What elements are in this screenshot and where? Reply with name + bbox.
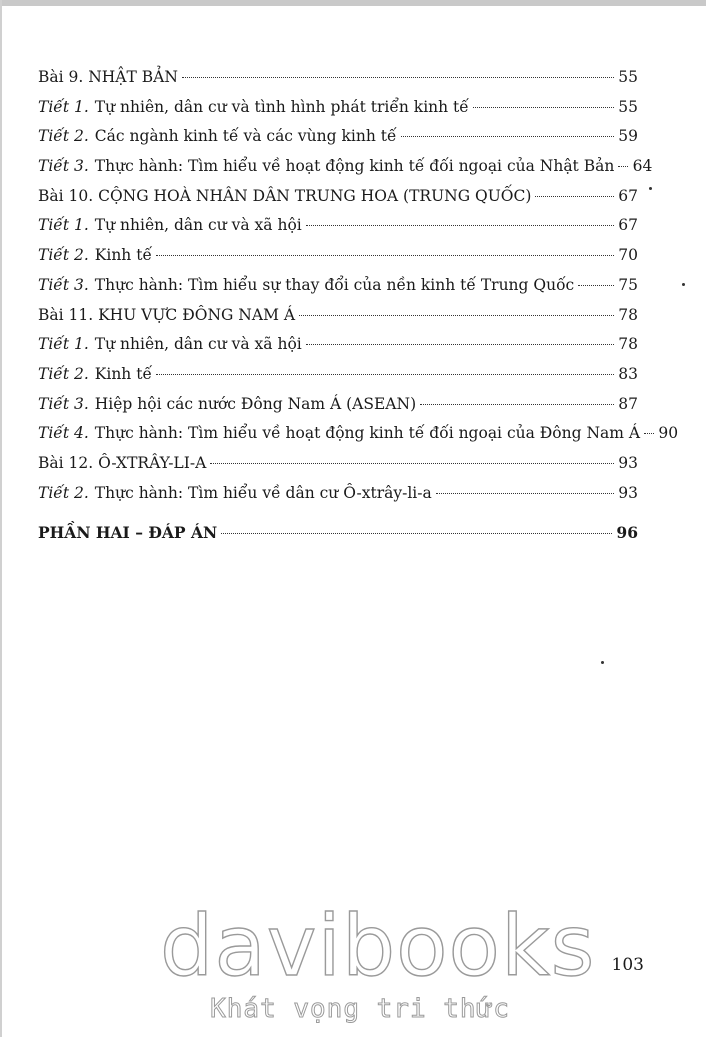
toc-leader-dots <box>299 315 614 316</box>
toc-entry-title: Hiệp hội các nước Đông Nam Á (ASEAN) <box>94 394 417 413</box>
toc-entry-title: Thực hành: Tìm hiểu về hoạt động kinh tế đối ngoại của Nhật Bản <box>94 157 615 176</box>
toc-entry-prefix: Tiết 3. <box>38 157 89 176</box>
toc-entry-prefix: Tiết 3. <box>38 394 89 413</box>
toc-entry-title: Tự nhiên, dân cư và tình hình phát triển kinh tế <box>94 97 469 116</box>
toc-lesson-entry <box>38 98 638 128</box>
toc-leader-dots <box>535 196 614 197</box>
toc-leader-dots <box>156 374 614 375</box>
toc-entry-title: Tự nhiên, dân cư và xã hội <box>94 335 302 354</box>
toc-leader-dots <box>473 107 614 108</box>
toc-lesson-entry <box>38 484 638 514</box>
toc-part-title: PHẦN HAI – ĐÁP ÁN <box>38 523 218 543</box>
toc-lesson-entry <box>38 276 638 306</box>
page-top-edge <box>0 0 706 6</box>
page-number: 103 <box>611 955 644 975</box>
toc-entry-prefix: Tiết 1. <box>38 216 89 235</box>
toc-lesson-entry <box>38 335 638 365</box>
toc-chapter-entry <box>38 68 638 98</box>
toc-lesson-entry <box>38 424 679 454</box>
toc-entry-title: Bài 10. CỘNG HOÀ NHÂN DÂN TRUNG HOA (TRUNG QUỐC) <box>38 186 532 205</box>
toc-entry-page: 59 <box>618 127 638 146</box>
toc-entry-title: Tự nhiên, dân cư và xã hội <box>94 216 302 235</box>
toc-entry-page: 78 <box>618 305 638 324</box>
toc-entry-title: Kinh tế <box>94 246 152 265</box>
toc-entry-page: 64 <box>632 157 653 176</box>
watermark-brand: davibooks <box>160 897 596 995</box>
toc-entry-title: Thực hành: Tìm hiểu sự thay đổi của nền kinh tế Trung Quốc <box>94 275 575 294</box>
toc-entry-page: 70 <box>618 246 638 265</box>
toc-lesson-entry <box>38 365 638 395</box>
toc-leader-dots <box>420 404 614 405</box>
toc-lesson-entry <box>38 395 638 425</box>
toc-entry-title: Bài 11. KHU VỰC ĐÔNG NAM Á <box>38 305 296 324</box>
toc-entry-prefix: Tiết 2. <box>38 364 89 383</box>
toc-entry-prefix: Tiết 2. <box>38 246 89 265</box>
print-speck <box>601 661 604 664</box>
toc-leader-dots <box>644 433 654 434</box>
toc-chapter-entry <box>38 454 638 484</box>
toc-chapter-entry <box>38 306 638 336</box>
toc-entry-page: 67 <box>618 216 638 235</box>
toc-entry-page: 83 <box>618 364 638 383</box>
watermark <box>160 897 596 1024</box>
toc-entry-page: 93 <box>618 483 638 502</box>
toc-entry-title: Bài 12. Ô-XTRÂY-LI-A <box>38 453 207 472</box>
toc-entry-title: Thực hành: Tìm hiểu về dân cư Ô-xtrây-li-a <box>94 483 432 502</box>
toc-entry-title: Bài 9. NHẬT BẢN <box>38 68 178 86</box>
toc-part-page: 96 <box>616 523 638 543</box>
watermark-slogan: Khát vọng tri thức <box>210 994 510 1024</box>
toc-leader-dots <box>436 493 614 494</box>
toc-part-entry <box>38 523 638 553</box>
toc-entry-page: 87 <box>618 394 638 413</box>
toc-entry-page: 67 <box>618 186 638 205</box>
toc-entry-page: 93 <box>618 453 638 472</box>
toc-entry-title: Các ngành kinh tế và các vùng kinh tế <box>94 127 397 146</box>
page-left-edge <box>0 0 2 1037</box>
toc-leader-dots <box>578 285 614 286</box>
toc-entry-prefix: Tiết 4. <box>38 424 89 443</box>
toc-leader-dots <box>306 344 614 345</box>
toc-entries <box>38 68 679 513</box>
toc-entry-page: 55 <box>618 68 638 86</box>
print-speck <box>649 187 652 190</box>
toc-lesson-entry <box>38 216 638 246</box>
toc-entry-page: 55 <box>618 97 638 116</box>
toc-entry-page: 78 <box>618 335 638 354</box>
toc-entry-prefix: Tiết 3. <box>38 275 89 294</box>
table-of-contents <box>38 68 679 553</box>
toc-chapter-entry <box>38 187 638 217</box>
toc-entry-title: Thực hành: Tìm hiểu về hoạt động kinh tế đối ngoại của Đông Nam Á <box>94 424 641 443</box>
toc-leader-dots <box>618 166 628 167</box>
toc-entry-prefix: Tiết 2. <box>38 483 89 502</box>
toc-leader-dots <box>210 463 614 464</box>
toc-leader-dots <box>306 225 614 226</box>
toc-lesson-entry <box>38 127 638 157</box>
toc-entry-prefix: Tiết 1. <box>38 335 89 354</box>
print-speck <box>682 283 685 286</box>
toc-entry-page: 90 <box>658 424 679 443</box>
toc-lesson-entry <box>38 157 653 187</box>
toc-entry-page: 75 <box>618 275 638 294</box>
toc-leader-dots <box>182 77 614 78</box>
toc-entry-prefix: Tiết 2. <box>38 127 89 146</box>
toc-leader-dots <box>156 255 614 256</box>
toc-entry-prefix: Tiết 1. <box>38 97 89 116</box>
toc-leader-dots <box>401 136 615 137</box>
toc-lesson-entry <box>38 246 638 276</box>
toc-leader-dots <box>221 533 612 534</box>
toc-entry-title: Kinh tế <box>94 364 152 383</box>
